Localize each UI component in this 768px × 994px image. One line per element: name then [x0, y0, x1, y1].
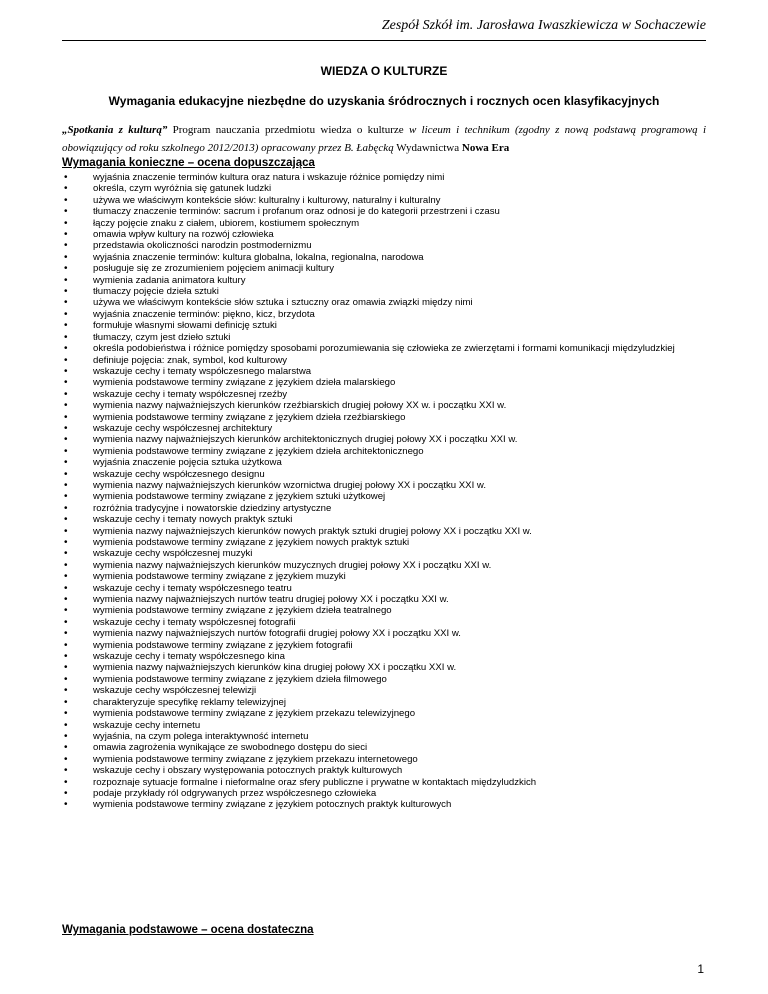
list-item: • wymienia podstawowe terminy związane z językiem sztuki użytkowej	[62, 491, 706, 502]
program-description	[62, 121, 706, 157]
list-item: • wymienia podstawowe terminy związane z językiem dzieła rzeźbiarskiego	[62, 412, 706, 423]
list-item: • wymienia nazwy najważniejszych nurtów fotografii drugiej połowy XX i początku XXI w.	[62, 628, 706, 639]
list-item: • wymienia podstawowe terminy związane z językiem przekazu internetowego	[62, 754, 706, 765]
list-item: • wyjaśnia znaczenie pojęcia sztuka użytkowa	[62, 457, 706, 468]
list-item: • wymienia nazwy najważniejszych kierunków muzycznych drugiej połowy XX i początku XXI w.	[62, 560, 706, 571]
list-item: • wskazuje cechy i tematy współczesnego malarstwa	[62, 366, 706, 377]
list-item: • wyjaśnia znaczenie terminów kultura oraz natura i wskazuje różnice pomiędzy nimi	[62, 172, 706, 183]
publisher-name: Nowa Era	[461, 142, 510, 154]
requirements-list	[62, 172, 706, 811]
list-item: • wskazuje cechy współczesnej architektury	[62, 423, 706, 434]
program-text-3: Wydawnictwa	[393, 142, 462, 154]
list-item: • używa we właściwym kontekście słów sztuka i sztuczny oraz omawia związki między nimi	[62, 297, 706, 308]
list-item: • określa podobieństwa i różnice pomiędzy sposobami porozumiewania się człowieka ze zwierzętami i formami komunikacji międzyludzkiej	[62, 343, 706, 354]
list-item: • wymienia podstawowe terminy związane z językiem dzieła teatralnego	[62, 605, 706, 616]
list-item: • wskazuje cechy internetu	[62, 720, 706, 731]
page-header	[62, 18, 706, 41]
list-item: • wymienia nazwy najważniejszych kierunków architektonicznych drugiej połowy XX i początku XXI w.	[62, 434, 706, 445]
document-subtitle: Wymagania edukacyjne niezbędne do uzyskania śródrocznych i rocznych ocen klasyfikacyjnych	[108, 94, 660, 108]
list-item: • wymienia nazwy najważniejszych kierunków rzeźbiarskich drugiej połowy XX w. i początku XXI w.	[62, 400, 706, 411]
list-item: • wymienia nazwy najważniejszych kierunków nowych praktyk sztuki drugiej połowy XX i początku XXI w.	[62, 526, 706, 537]
list-item: • wskazuje cechy i obszary występowania potocznych praktyk kulturowych	[62, 765, 706, 776]
list-item: • wymienia podstawowe terminy związane z językiem przekazu telewizyjnego	[62, 708, 706, 719]
list-item: • posługuje się ze zrozumieniem pojęciem animacji kultury	[62, 263, 706, 274]
list-item: • tłumaczy znaczenie terminów: sacrum i profanum oraz odnosi je do kategorii przestrzeni i czasu	[62, 206, 706, 217]
program-name: „Spotkania z kulturą”	[62, 124, 168, 136]
list-item: • wskazuje cechy i tematy współczesnej rzeźby	[62, 389, 706, 400]
list-item: • wyjaśnia znaczenie terminów: piękno, kicz, brzydota	[62, 309, 706, 320]
list-item: • wskazuje cechy i tematy współczesnej fotografii	[62, 617, 706, 628]
list-item: • wyjaśnia znaczenie terminów: kultura globalna, lokalna, regionalna, narodowa	[62, 252, 706, 263]
list-item: • wskazuje cechy współczesnej telewizji	[62, 685, 706, 696]
list-item: • rozróżnia tradycyjne i nowatorskie dziedziny artystyczne	[62, 503, 706, 514]
list-item: • podaje przykłady ról odgrywanych przez współczesnego człowieka	[62, 788, 706, 799]
list-item: • tłumaczy, czym jest dzieło sztuki	[62, 332, 706, 343]
document-title: WIEDZA O KULTURZE	[320, 64, 448, 78]
list-item: • wymienia podstawowe terminy związane z językiem nowych praktyk sztuki	[62, 537, 706, 548]
list-item: • wymienia podstawowe terminy związane z językiem potocznych praktyk kulturowych	[62, 799, 706, 810]
list-item: • wymienia nazwy najważniejszych nurtów teatru drugiej połowy XX i początku XXI w.	[62, 594, 706, 605]
list-item: • wymienia podstawowe terminy związane z językiem fotografii	[62, 640, 706, 651]
list-item: • wyjaśnia, na czym polega interaktywność internetu	[62, 731, 706, 742]
list-item: • omawia zagrożenia wynikające ze swobodnego dostępu do sieci	[62, 742, 706, 753]
list-item: • wymienia podstawowe terminy związane z językiem muzyki	[62, 571, 706, 582]
list-item: • wymienia zadania animatora kultury	[62, 275, 706, 286]
section-heading-podstawowe: Wymagania podstawowe – ocena dostateczna	[62, 924, 314, 936]
list-item: • wymienia podstawowe terminy związane z językiem dzieła filmowego	[62, 674, 706, 685]
list-item: • wskazuje cechy i tematy nowych praktyk sztuki	[62, 514, 706, 525]
list-item: • wymienia podstawowe terminy związane z językiem dzieła architektonicznego	[62, 446, 706, 457]
list-item: • wskazuje cechy i tematy współczesnego teatru	[62, 583, 706, 594]
list-item: • wskazuje cechy współczesnego designu	[62, 469, 706, 480]
page-number: 1	[697, 962, 704, 976]
list-item: • wymienia nazwy najważniejszych kierunków kina drugiej połowy XX i początku XXI w.	[62, 662, 706, 673]
list-item: • charakteryzuje specyfikę reklamy telewizyjnej	[62, 697, 706, 708]
list-item: • formułuje własnymi słowami definicję sztuki	[62, 320, 706, 331]
list-item: • definiuje pojęcia: znak, symbol, kod kulturowy	[62, 355, 706, 366]
list-item: • łączy pojęcie znaku z ciałem, ubiorem, kostiumem społecznym	[62, 218, 706, 229]
program-text-1: Program nauczania przedmiotu wiedza o kulturze	[167, 124, 409, 136]
list-item: • wymienia nazwy najważniejszych kierunków wzornictwa drugiej połowy XX i początku XXI w.	[62, 480, 706, 491]
section-heading-konieczne: Wymagania konieczne – ocena dopuszczająca	[62, 157, 315, 169]
list-item: • używa we właściwym kontekście słów: kulturalny i kulturowy, naturalny i kulturalny	[62, 195, 706, 206]
school-name: Zespół Szkół im. Jarosława Iwaszkiewicza w Sochaczewie	[381, 18, 706, 33]
program-text-2: w liceum i technikum (zgodny z nową podstawą programową i obowiązujący od roku szkolnego 2012/2013) opracowany przez B. Łabęcką	[62, 124, 706, 154]
list-item: • wymienia podstawowe terminy związane z językiem dzieła malarskiego	[62, 377, 706, 388]
list-item: • wskazuje cechy współczesnej muzyki	[62, 548, 706, 559]
list-item: • tłumaczy pojęcie dzieła sztuki	[62, 286, 706, 297]
list-item: • omawia wpływ kultury na rozwój człowieka	[62, 229, 706, 240]
list-item: • rozpoznaje sytuacje formalne i nieformalne oraz sfery publiczne i prywatne w kontaktach międzyludzkich	[62, 777, 706, 788]
list-item: • wskazuje cechy i tematy współczesnego kina	[62, 651, 706, 662]
list-item: • określa, czym wyróżnia się gatunek ludzki	[62, 183, 706, 194]
list-item: • przedstawia okoliczności narodzin postmodernizmu	[62, 240, 706, 251]
